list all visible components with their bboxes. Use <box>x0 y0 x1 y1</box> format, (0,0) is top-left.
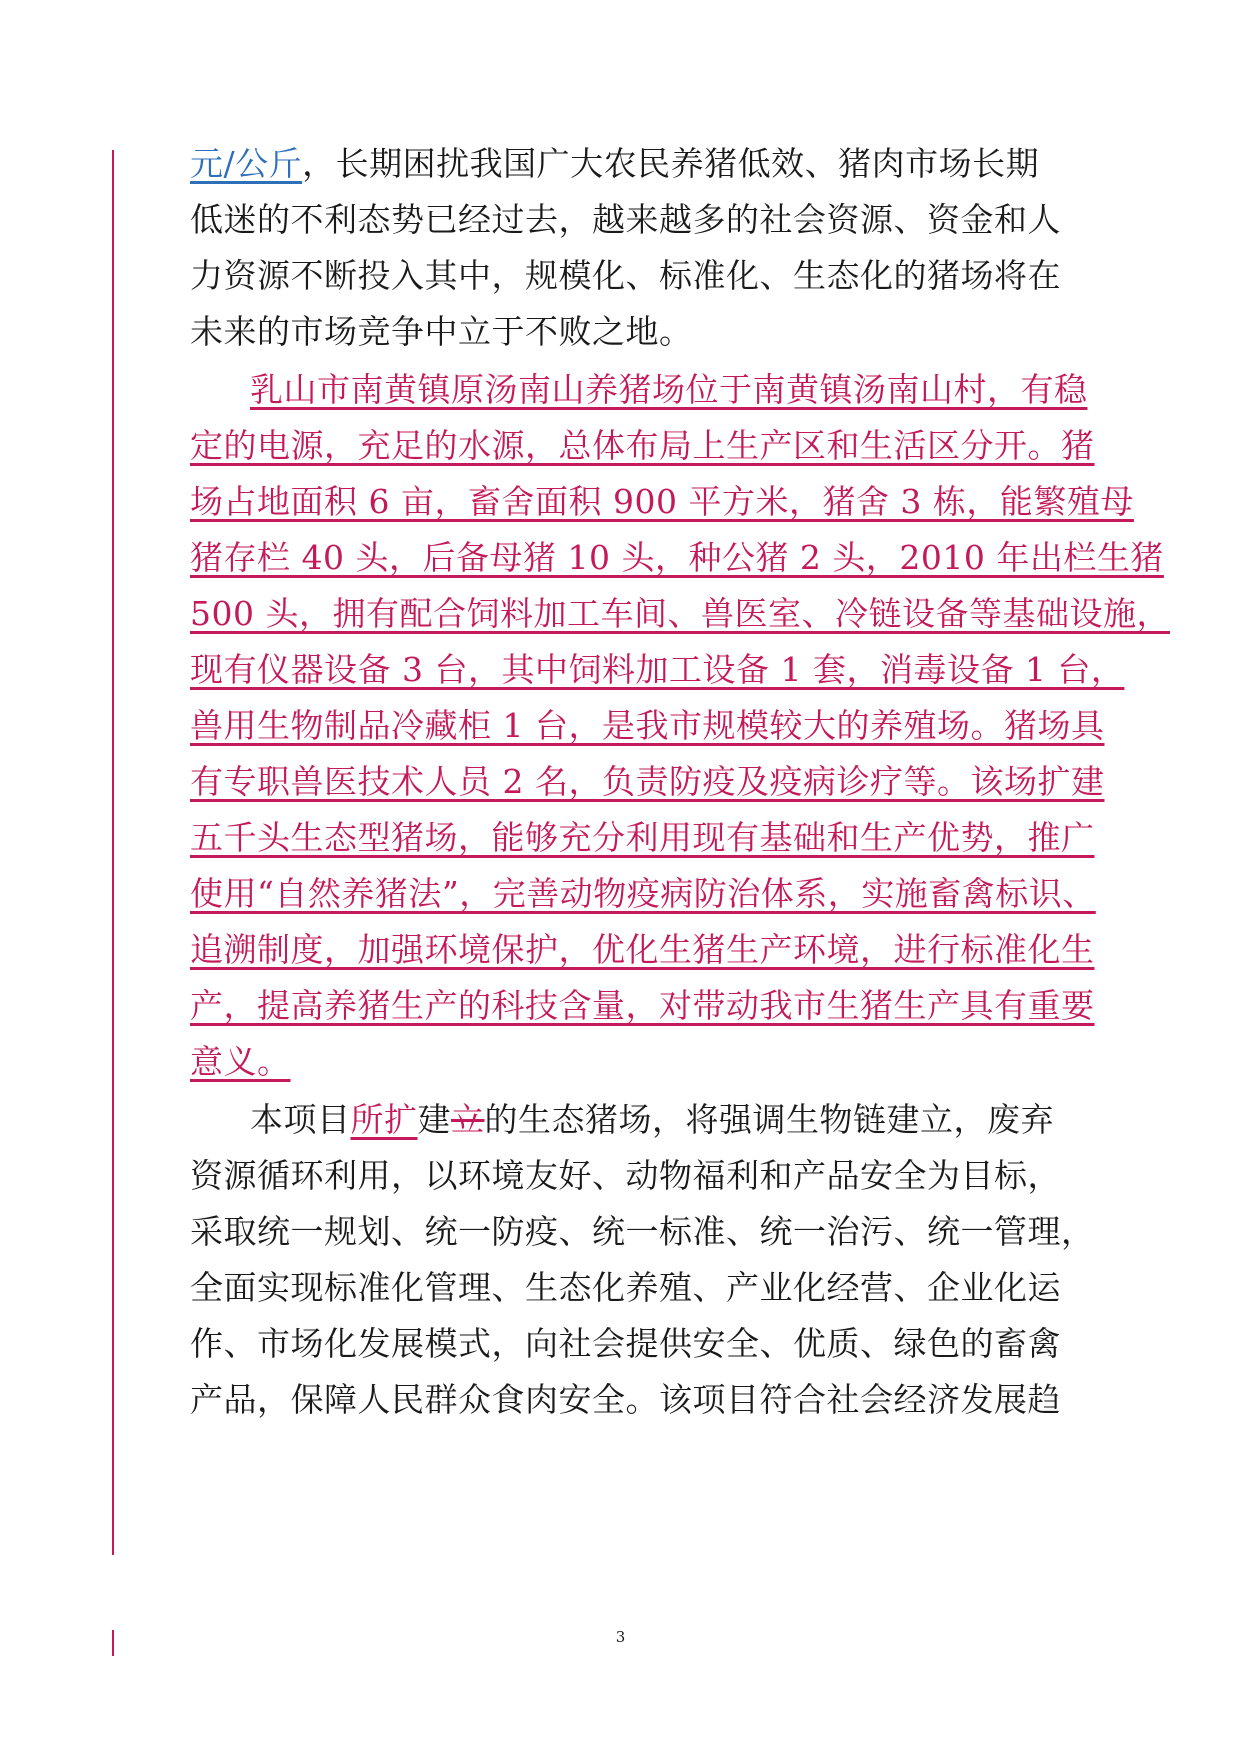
inserted-paragraph-line <box>190 416 1095 476</box>
paragraph-line: 全面实现标准化管理、生态化养殖、产业化经营、企业化运 <box>190 1268 1061 1307</box>
inserted-text: 五千头生态型猪场，能够充分利用现有基础和生产优势，推广 <box>190 818 1095 857</box>
revision-change-bar <box>112 150 114 1555</box>
inserted-paragraph-line <box>190 752 1105 812</box>
deleted-text: 立 <box>451 1100 485 1139</box>
inserted-paragraph-line <box>250 360 1088 420</box>
inserted-text: 乳山市南黄镇原汤南山养猪场位于南黄镇汤南山村，有稳 <box>250 370 1088 409</box>
inserted-paragraph-line <box>190 472 1134 532</box>
inserted-text: 追溯制度，加强环境保护，优化生猪生产环境，进行标准化生 <box>190 930 1095 969</box>
inserted-paragraph-line <box>190 1032 1060 1092</box>
inserted-paragraph-line <box>190 696 1105 756</box>
inserted-text: 元/公斤 <box>190 144 303 183</box>
inserted-paragraph-line <box>190 864 1096 924</box>
inserted-text: 有专职兽医技术人员 2 名，负责防疫及疫病诊疗等。该场扩建 <box>190 762 1105 801</box>
inserted-text: 意义。 <box>190 1042 291 1081</box>
text-span: ，长期困扰我国广大农民养猪低效、猪肉市场长期 <box>302 144 1040 183</box>
paragraph-line: 力资源不断投入其中，规模化、标准化、生态化的猪场将在 <box>190 256 1061 295</box>
text-span: 建 <box>417 1100 451 1139</box>
inserted-text: 兽用生物制品冷藏柜 1 台，是我市规模较大的养殖场。猪场具 <box>190 706 1105 745</box>
paragraph-line: 采取统一规划、统一防疫、统一标准、统一治污、统一管理， <box>190 1212 1095 1251</box>
inserted-paragraph-line <box>190 976 1095 1036</box>
inserted-paragraph-line <box>190 920 1095 980</box>
text-span: 的生态猪场，将强调生物链建立，废弃 <box>484 1100 1054 1139</box>
paragraph-line: 作、市场化发展模式，向社会提供安全、优质、绿色的畜禽 <box>190 1324 1061 1363</box>
paragraph-line <box>190 134 1060 194</box>
paragraph-line: 资源循环利用，以环境友好、动物福利和产品安全为目标， <box>190 1156 1061 1195</box>
inserted-paragraph-line <box>190 584 1170 644</box>
paragraph-line: 低迷的不利态势已经过去，越来越多的社会资源、资金和人 <box>190 200 1061 239</box>
inserted-text: 500 头，拥有配合饲料加工车间、兽医室、冷链设备等基础设施， <box>190 594 1170 633</box>
inserted-paragraph-line <box>190 528 1164 588</box>
inserted-text: 猪存栏 40 头，后备母猪 10 头，种公猪 2 头，2010 年出栏生猪 <box>190 538 1164 577</box>
text-span: 本项目 <box>250 1100 351 1139</box>
paragraph-line: 产品，保障人民群众食肉安全。该项目符合社会经济发展趋 <box>190 1380 1061 1419</box>
inserted-paragraph-line <box>190 808 1095 868</box>
inserted-paragraph-line <box>190 640 1125 700</box>
inserted-text: 产，提高养猪生产的科技含量，对带动我市生猪生产具有重要 <box>190 986 1095 1025</box>
paragraph-line <box>250 1090 1060 1150</box>
inserted-text: 定的电源，充足的水源，总体布局上生产区和生活区分开。猪 <box>190 426 1095 465</box>
paragraph-line: 未来的市场竞争中立于不败之地。 <box>190 312 693 351</box>
inserted-text: 所扩 <box>350 1100 418 1139</box>
page-number: 3 <box>615 1628 626 1646</box>
inserted-text: 场占地面积 6 亩，畜舍面积 900 平方米，猪舍 3 栋，能繁殖母 <box>190 482 1134 521</box>
inserted-text: 现有仪器设备 3 台，其中饲料加工设备 1 套，消毒设备 1 台， <box>190 650 1125 689</box>
inserted-text: 使用“自然养猪法”，完善动物疫病防治体系，实施畜禽标识、 <box>190 874 1096 913</box>
